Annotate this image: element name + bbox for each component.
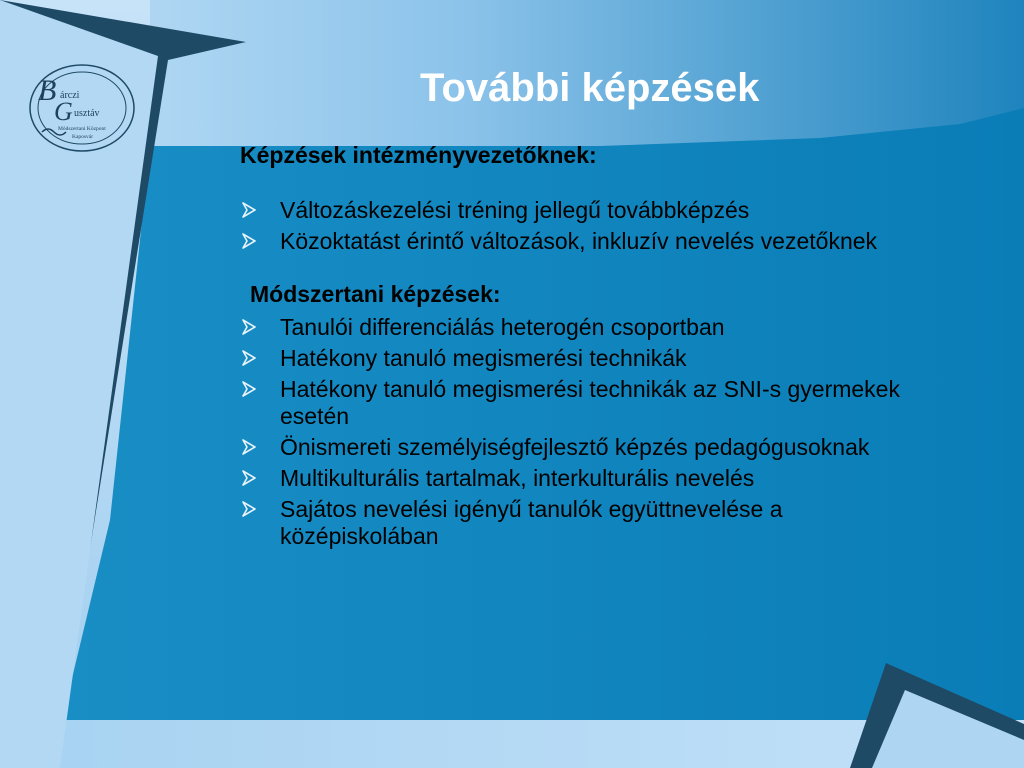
svg-text:Kaposvár: Kaposvár <box>72 134 94 140</box>
list-item-text: Hatékony tanuló megismerési technikák <box>280 345 687 371</box>
arrow-bullet-icon <box>242 350 256 366</box>
list-item-text: Közoktatást érintő változások, inkluzív nevelés vezetőknek <box>280 228 878 254</box>
list-item <box>240 228 930 255</box>
arrow-bullet-icon <box>242 233 256 249</box>
arrow-bullet-icon <box>242 202 256 218</box>
list-item-text: Hatékony tanuló megismerési technikák az SNI-s gyermekek esetén <box>280 376 900 429</box>
list-item-text: Sajátos nevelési igényű tanulók együttnevelése a középiskolában <box>280 496 783 549</box>
svg-text:B: B <box>38 74 57 107</box>
arrow-bullet-icon <box>242 439 256 455</box>
svg-text:árczi: árczi <box>60 90 80 101</box>
list-item <box>240 197 930 224</box>
list-item-text: Multikulturális tartalmak, interkulturális nevelés <box>280 465 755 491</box>
institution-logo <box>28 62 140 154</box>
list-item <box>240 465 930 492</box>
bullet-list-methodology <box>240 314 930 550</box>
list-item <box>240 314 930 341</box>
svg-text:usztáv: usztáv <box>74 108 100 119</box>
list-item-text: Tanulói differenciálás heterogén csoportban <box>280 314 725 340</box>
list-item <box>240 496 930 550</box>
section-heading-leaders: Képzések intézményvezetőknek: <box>240 142 597 168</box>
bullet-list-leaders <box>240 197 930 255</box>
arrow-bullet-icon <box>242 381 256 397</box>
section-heading-methodology: Módszertani képzések: <box>250 281 501 307</box>
list-item <box>240 345 930 372</box>
list-item <box>240 434 930 461</box>
arrow-bullet-icon <box>242 319 256 335</box>
svg-text:Módszertani Központ: Módszertani Központ <box>58 126 106 132</box>
institution-seal-icon <box>28 62 140 154</box>
slide-content <box>240 142 930 554</box>
arrow-bullet-icon <box>242 501 256 517</box>
list-item <box>240 376 930 430</box>
arrow-bullet-icon <box>242 470 256 486</box>
svg-text:G: G <box>54 97 73 126</box>
slide-title: További képzések <box>420 66 760 110</box>
list-item-text: Változáskezelési tréning jellegű továbbképzés <box>280 197 750 223</box>
list-item-text: Önismereti személyiségfejlesztő képzés pedagógusoknak <box>280 434 870 460</box>
